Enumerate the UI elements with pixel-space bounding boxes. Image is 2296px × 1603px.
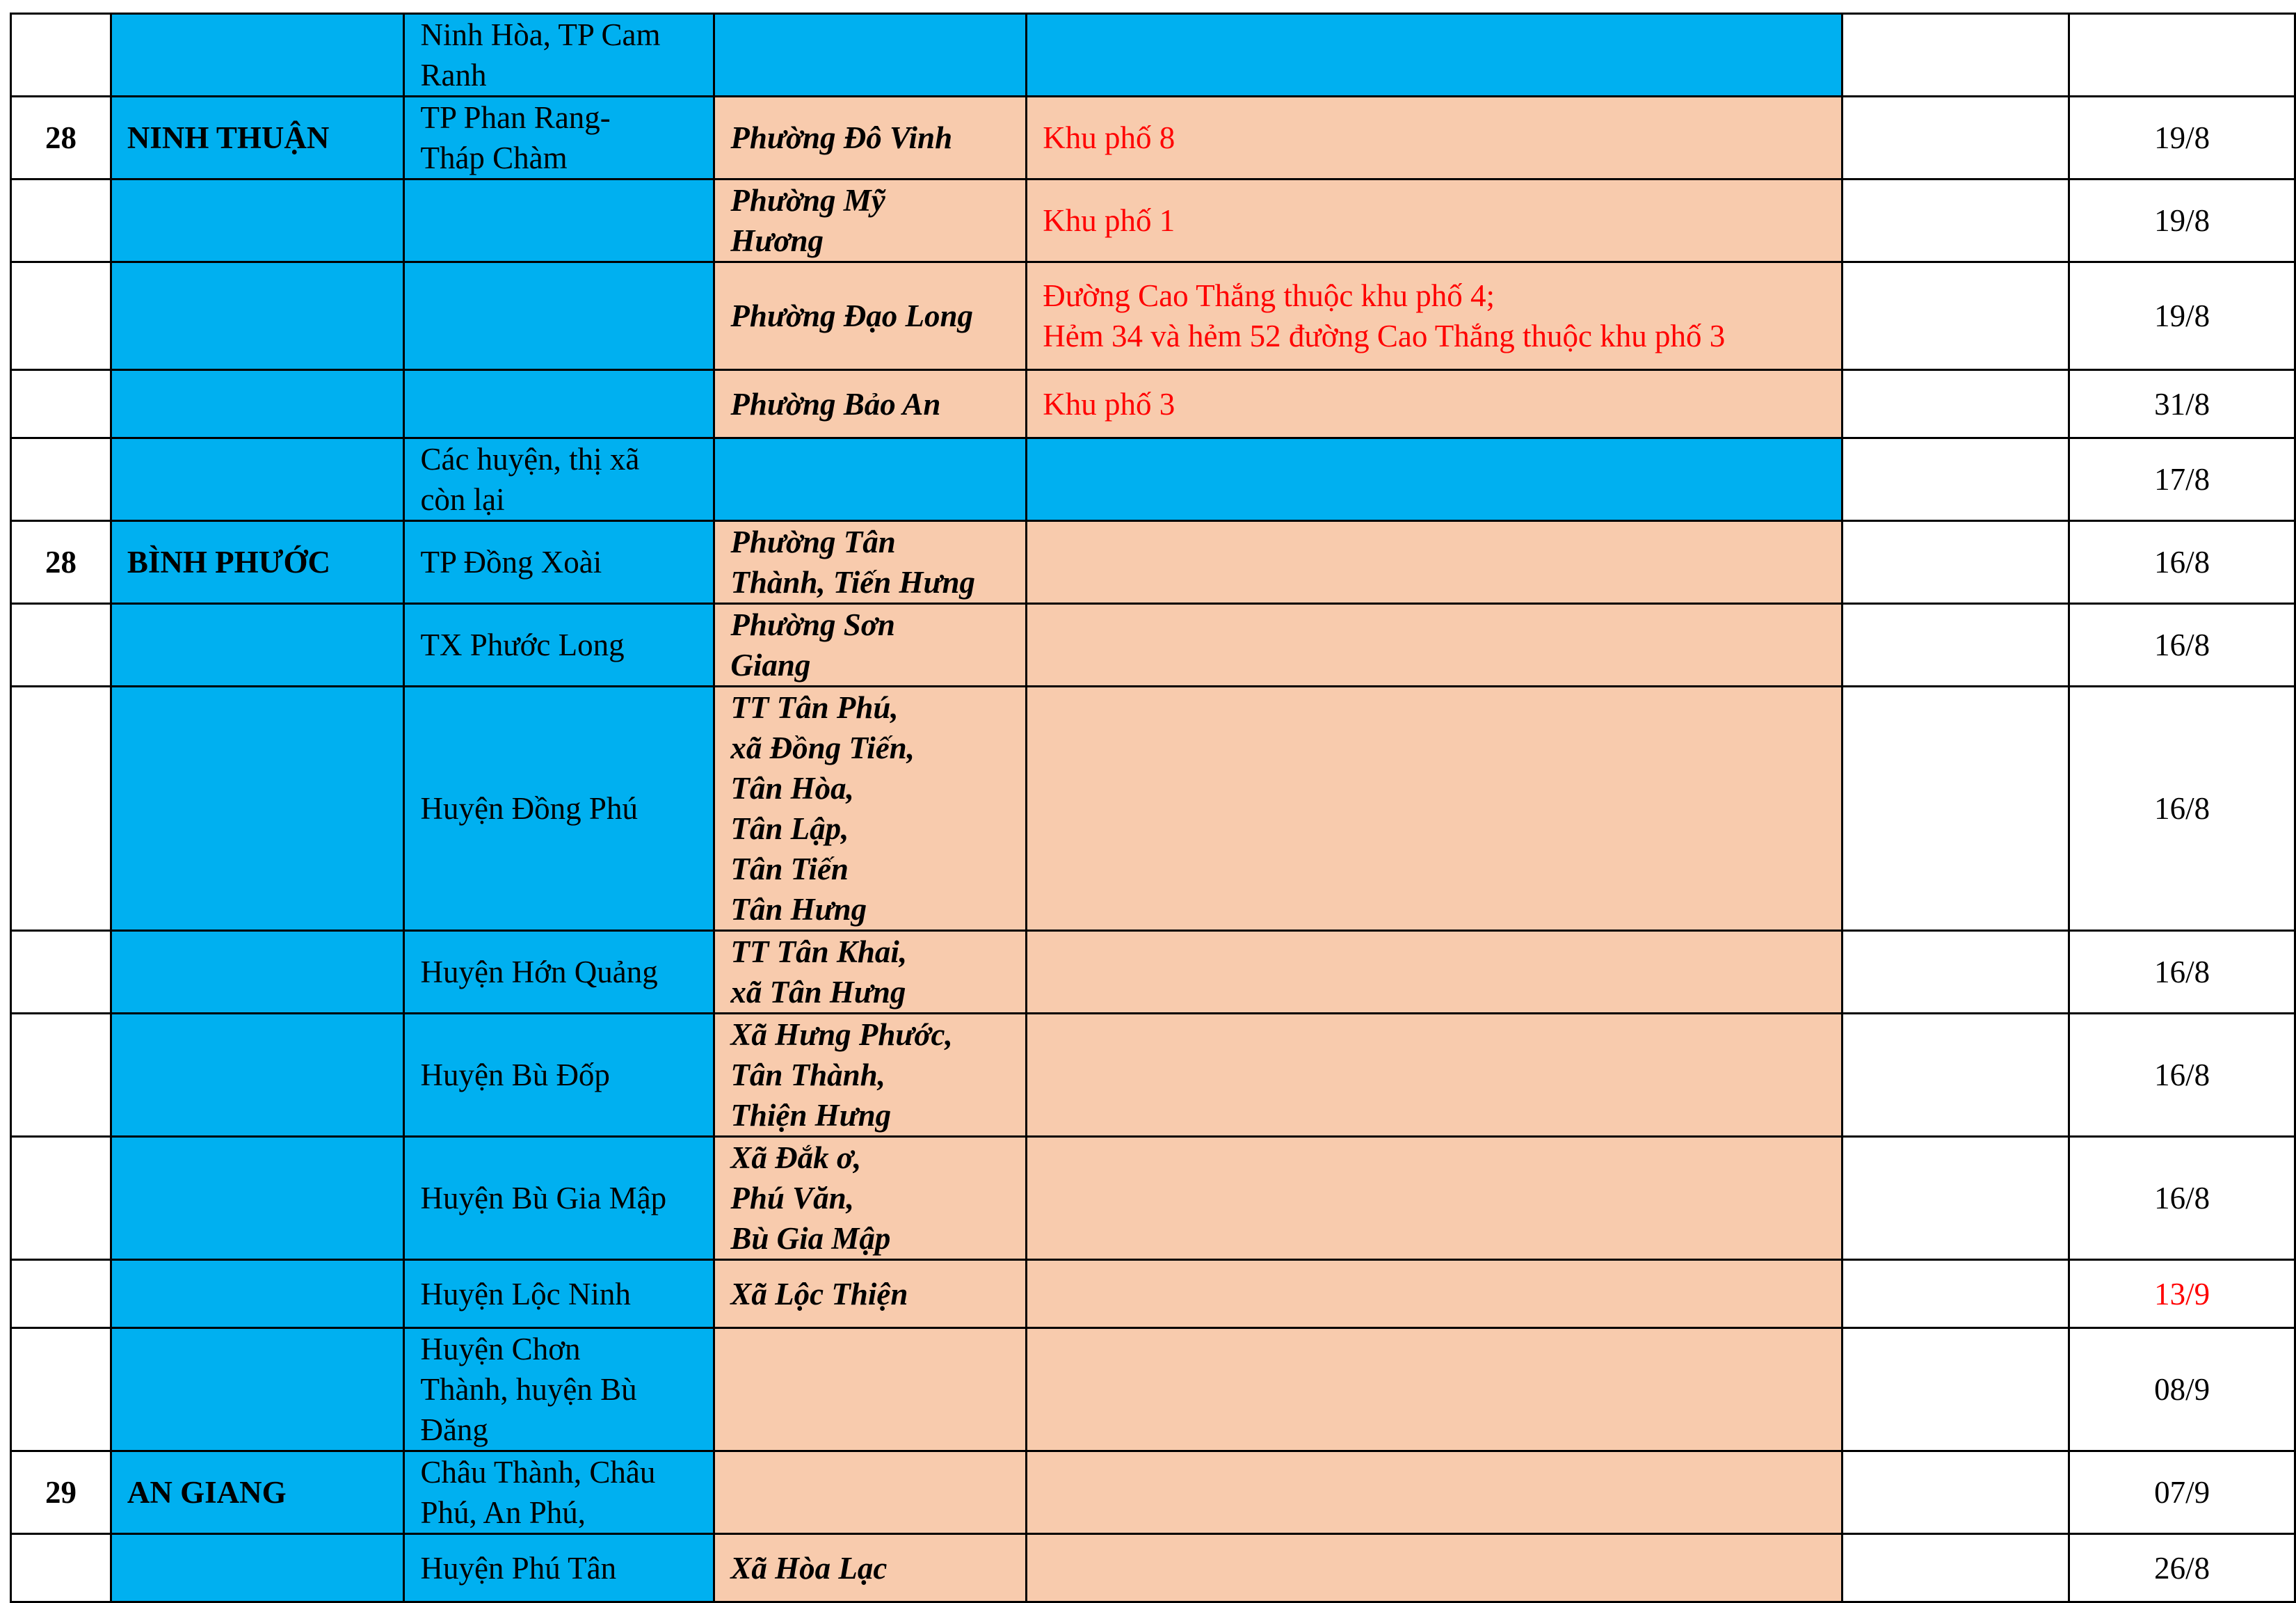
area-line: Khu phố 8 bbox=[1043, 120, 1175, 155]
province-cell: AN GIANG bbox=[111, 1451, 404, 1534]
table-row bbox=[11, 1451, 2295, 1534]
district-line: Huyện Lộc Ninh bbox=[420, 1276, 631, 1311]
district-line: TX Phước Long bbox=[420, 628, 625, 662]
ward-line: Phường Tân bbox=[730, 525, 896, 559]
empty-cell bbox=[1842, 14, 2069, 97]
province-cell bbox=[111, 687, 404, 931]
district-cell bbox=[404, 604, 714, 687]
area-cell bbox=[1027, 1014, 1843, 1137]
district-cell bbox=[404, 438, 714, 521]
ward-line: Hương bbox=[730, 223, 824, 258]
ward-cell bbox=[714, 370, 1027, 438]
ward-cell bbox=[714, 180, 1027, 262]
row-number-cell bbox=[11, 1260, 111, 1328]
table-row bbox=[11, 262, 2295, 370]
empty-cell bbox=[1842, 1451, 2069, 1534]
district-line: Huyện Chơn bbox=[420, 1332, 581, 1366]
province-cell bbox=[111, 370, 404, 438]
district-line: TP Đồng Xoài bbox=[420, 545, 602, 580]
ward-cell bbox=[714, 1137, 1027, 1260]
province-cell bbox=[111, 931, 404, 1014]
area-cell bbox=[1027, 687, 1843, 931]
table-row bbox=[11, 180, 2295, 262]
empty-cell bbox=[1842, 262, 2069, 370]
row-number-cell bbox=[11, 1137, 111, 1260]
district-line: Châu Thành, Châu bbox=[420, 1455, 656, 1490]
empty-cell bbox=[1842, 1260, 2069, 1328]
row-number-cell: 29 bbox=[11, 1451, 111, 1534]
district-cell bbox=[404, 97, 714, 180]
date-cell: 31/8 bbox=[2069, 370, 2295, 438]
province-cell bbox=[111, 1260, 404, 1328]
ward-cell bbox=[714, 438, 1027, 521]
table-row bbox=[11, 521, 2295, 604]
ward-line: Giang bbox=[730, 648, 811, 683]
district-line: Ninh Hòa, TP Cam bbox=[420, 17, 661, 52]
area-cell bbox=[1027, 262, 1843, 370]
row-number-cell bbox=[11, 438, 111, 521]
row-number-cell bbox=[11, 1328, 111, 1451]
date-cell: 16/8 bbox=[2069, 687, 2295, 931]
row-number-cell bbox=[11, 604, 111, 687]
table-row bbox=[11, 1534, 2295, 1602]
ward-cell bbox=[714, 262, 1027, 370]
district-cell bbox=[404, 1014, 714, 1137]
table-row bbox=[11, 14, 2295, 97]
date-cell: 19/8 bbox=[2069, 97, 2295, 180]
ward-line: Phường Sơn bbox=[730, 607, 895, 642]
table-row bbox=[11, 1014, 2295, 1137]
area-cell bbox=[1027, 604, 1843, 687]
area-cell bbox=[1027, 1260, 1843, 1328]
ward-cell bbox=[714, 1260, 1027, 1328]
province-cell bbox=[111, 1014, 404, 1137]
ward-line: Tân Thành, bbox=[730, 1058, 885, 1092]
ward-line: Phường Đạo Long bbox=[730, 298, 974, 333]
date-cell: 17/8 bbox=[2069, 438, 2295, 521]
province-cell bbox=[111, 1137, 404, 1260]
district-cell bbox=[404, 1534, 714, 1602]
province-cell: BÌNH PHƯỚC bbox=[111, 521, 404, 604]
date-cell: 13/9 bbox=[2069, 1260, 2295, 1328]
district-line: Thành, huyện Bù bbox=[420, 1372, 637, 1407]
date-cell: 16/8 bbox=[2069, 604, 2295, 687]
area-cell bbox=[1027, 370, 1843, 438]
ward-line: Tân Hòa, bbox=[730, 771, 854, 806]
row-number-cell: 28 bbox=[11, 521, 111, 604]
row-number-cell bbox=[11, 1014, 111, 1137]
date-cell: 16/8 bbox=[2069, 1014, 2295, 1137]
province-cell bbox=[111, 438, 404, 521]
ward-line: Xã Hòa Lạc bbox=[730, 1550, 888, 1586]
empty-cell bbox=[1842, 1328, 2069, 1451]
row-number-cell bbox=[11, 931, 111, 1014]
district-line: Huyện Hớn Quảng bbox=[420, 955, 658, 989]
ward-line: Bù Gia Mập bbox=[730, 1221, 891, 1256]
ward-line: Phường Mỹ bbox=[730, 183, 885, 218]
ward-line: Tân Tiến bbox=[730, 852, 849, 886]
area-cell bbox=[1027, 180, 1843, 262]
area-cell bbox=[1027, 931, 1843, 1014]
area-cell bbox=[1027, 1137, 1843, 1260]
row-number-cell bbox=[11, 262, 111, 370]
district-cell bbox=[404, 14, 714, 97]
empty-cell bbox=[1842, 97, 2069, 180]
ward-line: Tân Hưng bbox=[730, 892, 867, 927]
empty-cell bbox=[1842, 1014, 2069, 1137]
row-number-cell bbox=[11, 687, 111, 931]
district-line: Đăng bbox=[420, 1412, 488, 1447]
ward-cell bbox=[714, 1534, 1027, 1602]
row-number-cell bbox=[11, 180, 111, 262]
ward-line: TT Tân Phú, bbox=[730, 690, 899, 725]
empty-cell bbox=[1842, 521, 2069, 604]
district-line: Ranh bbox=[420, 58, 487, 93]
district-line: Huyện Phú Tân bbox=[420, 1550, 617, 1586]
row-number-cell: 28 bbox=[11, 97, 111, 180]
district-line: Phú, An Phú, bbox=[420, 1495, 586, 1530]
district-cell bbox=[404, 1137, 714, 1260]
area-cell bbox=[1027, 14, 1843, 97]
empty-cell bbox=[1842, 438, 2069, 521]
table-row bbox=[11, 438, 2295, 521]
province-cell bbox=[111, 604, 404, 687]
district-line: còn lại bbox=[420, 482, 505, 517]
district-cell bbox=[404, 1328, 714, 1451]
empty-cell bbox=[1842, 931, 2069, 1014]
district-cell bbox=[404, 1260, 714, 1328]
empty-cell bbox=[1842, 687, 2069, 931]
date-cell: 16/8 bbox=[2069, 1137, 2295, 1260]
empty-cell bbox=[1842, 1534, 2069, 1602]
area-cell bbox=[1027, 438, 1843, 521]
ward-cell bbox=[714, 1014, 1027, 1137]
table-row bbox=[11, 1328, 2295, 1451]
ward-cell bbox=[714, 14, 1027, 97]
row-number-cell bbox=[11, 14, 111, 97]
ward-line: Phú Văn, bbox=[730, 1181, 854, 1215]
ward-line: Tân Lập, bbox=[730, 811, 849, 846]
ward-line: TT Tân Khai, bbox=[730, 934, 908, 969]
area-cell bbox=[1027, 521, 1843, 604]
table-row bbox=[11, 604, 2295, 687]
table-row bbox=[11, 97, 2295, 180]
province-cell bbox=[111, 14, 404, 97]
date-cell: 07/9 bbox=[2069, 1451, 2295, 1534]
province-cell bbox=[111, 180, 404, 262]
date-cell: 16/8 bbox=[2069, 521, 2295, 604]
ward-line: Phường Đô Vinh bbox=[730, 120, 953, 155]
table-body bbox=[11, 14, 2295, 1602]
area-line: Khu phố 1 bbox=[1043, 203, 1175, 238]
date-cell bbox=[2069, 14, 2295, 97]
area-line: Hẻm 34 và hẻm 52 đường Cao Thắng thuộc khu phố 3 bbox=[1043, 319, 1726, 353]
ward-line: Xã Hưng Phước, bbox=[730, 1017, 953, 1052]
table-row bbox=[11, 687, 2295, 931]
empty-cell bbox=[1842, 370, 2069, 438]
district-cell bbox=[404, 180, 714, 262]
table-row bbox=[11, 931, 2295, 1014]
row-number-cell bbox=[11, 1534, 111, 1602]
province-cell bbox=[111, 1534, 404, 1602]
area-line: Khu phố 3 bbox=[1043, 386, 1175, 422]
empty-cell bbox=[1842, 1137, 2069, 1260]
district-line: TP Phan Rang- bbox=[420, 100, 611, 135]
empty-cell bbox=[1842, 604, 2069, 687]
table-row bbox=[11, 1260, 2295, 1328]
district-line: Tháp Chàm bbox=[420, 141, 568, 175]
date-cell: 16/8 bbox=[2069, 931, 2295, 1014]
ward-cell bbox=[714, 1328, 1027, 1451]
area-cell bbox=[1027, 1328, 1843, 1451]
district-cell bbox=[404, 521, 714, 604]
table-row bbox=[11, 370, 2295, 438]
ward-line: Xã Lộc Thiện bbox=[730, 1276, 908, 1311]
ward-cell bbox=[714, 521, 1027, 604]
date-cell: 08/9 bbox=[2069, 1328, 2295, 1451]
district-line: Huyện Bù Gia Mập bbox=[420, 1181, 667, 1215]
district-line: Huyện Bù Đốp bbox=[420, 1058, 610, 1092]
ward-line: Thiện Hưng bbox=[730, 1098, 892, 1133]
area-line: Đường Cao Thắng thuộc khu phố 4; bbox=[1043, 278, 1495, 313]
date-cell: 19/8 bbox=[2069, 180, 2295, 262]
ward-line: Thành, Tiến Hưng bbox=[730, 565, 975, 600]
province-cell bbox=[111, 262, 404, 370]
date-cell: 19/8 bbox=[2069, 262, 2295, 370]
ward-cell bbox=[714, 1451, 1027, 1534]
data-table bbox=[10, 13, 2296, 1603]
ward-cell bbox=[714, 931, 1027, 1014]
area-cell bbox=[1027, 1534, 1843, 1602]
ward-cell bbox=[714, 687, 1027, 931]
area-cell bbox=[1027, 1451, 1843, 1534]
district-cell bbox=[404, 1451, 714, 1534]
district-cell bbox=[404, 370, 714, 438]
ward-cell bbox=[714, 604, 1027, 687]
row-number-cell bbox=[11, 370, 111, 438]
district-cell bbox=[404, 262, 714, 370]
province-cell bbox=[111, 1328, 404, 1451]
ward-line: xã Đồng Tiến, bbox=[730, 731, 915, 765]
district-line: Huyện Đồng Phú bbox=[420, 791, 638, 826]
ward-line: xã Tân Hưng bbox=[730, 975, 906, 1010]
ward-cell bbox=[714, 97, 1027, 180]
ward-line: Phường Bảo An bbox=[730, 386, 941, 422]
province-cell: NINH THUẬN bbox=[111, 97, 404, 180]
date-cell: 26/8 bbox=[2069, 1534, 2295, 1602]
district-line: Các huyện, thị xã bbox=[420, 442, 640, 477]
district-cell bbox=[404, 931, 714, 1014]
district-cell bbox=[404, 687, 714, 931]
ward-line: Xã Đắk ơ, bbox=[730, 1140, 862, 1175]
table-row bbox=[11, 1137, 2295, 1260]
empty-cell bbox=[1842, 180, 2069, 262]
area-cell bbox=[1027, 97, 1843, 180]
